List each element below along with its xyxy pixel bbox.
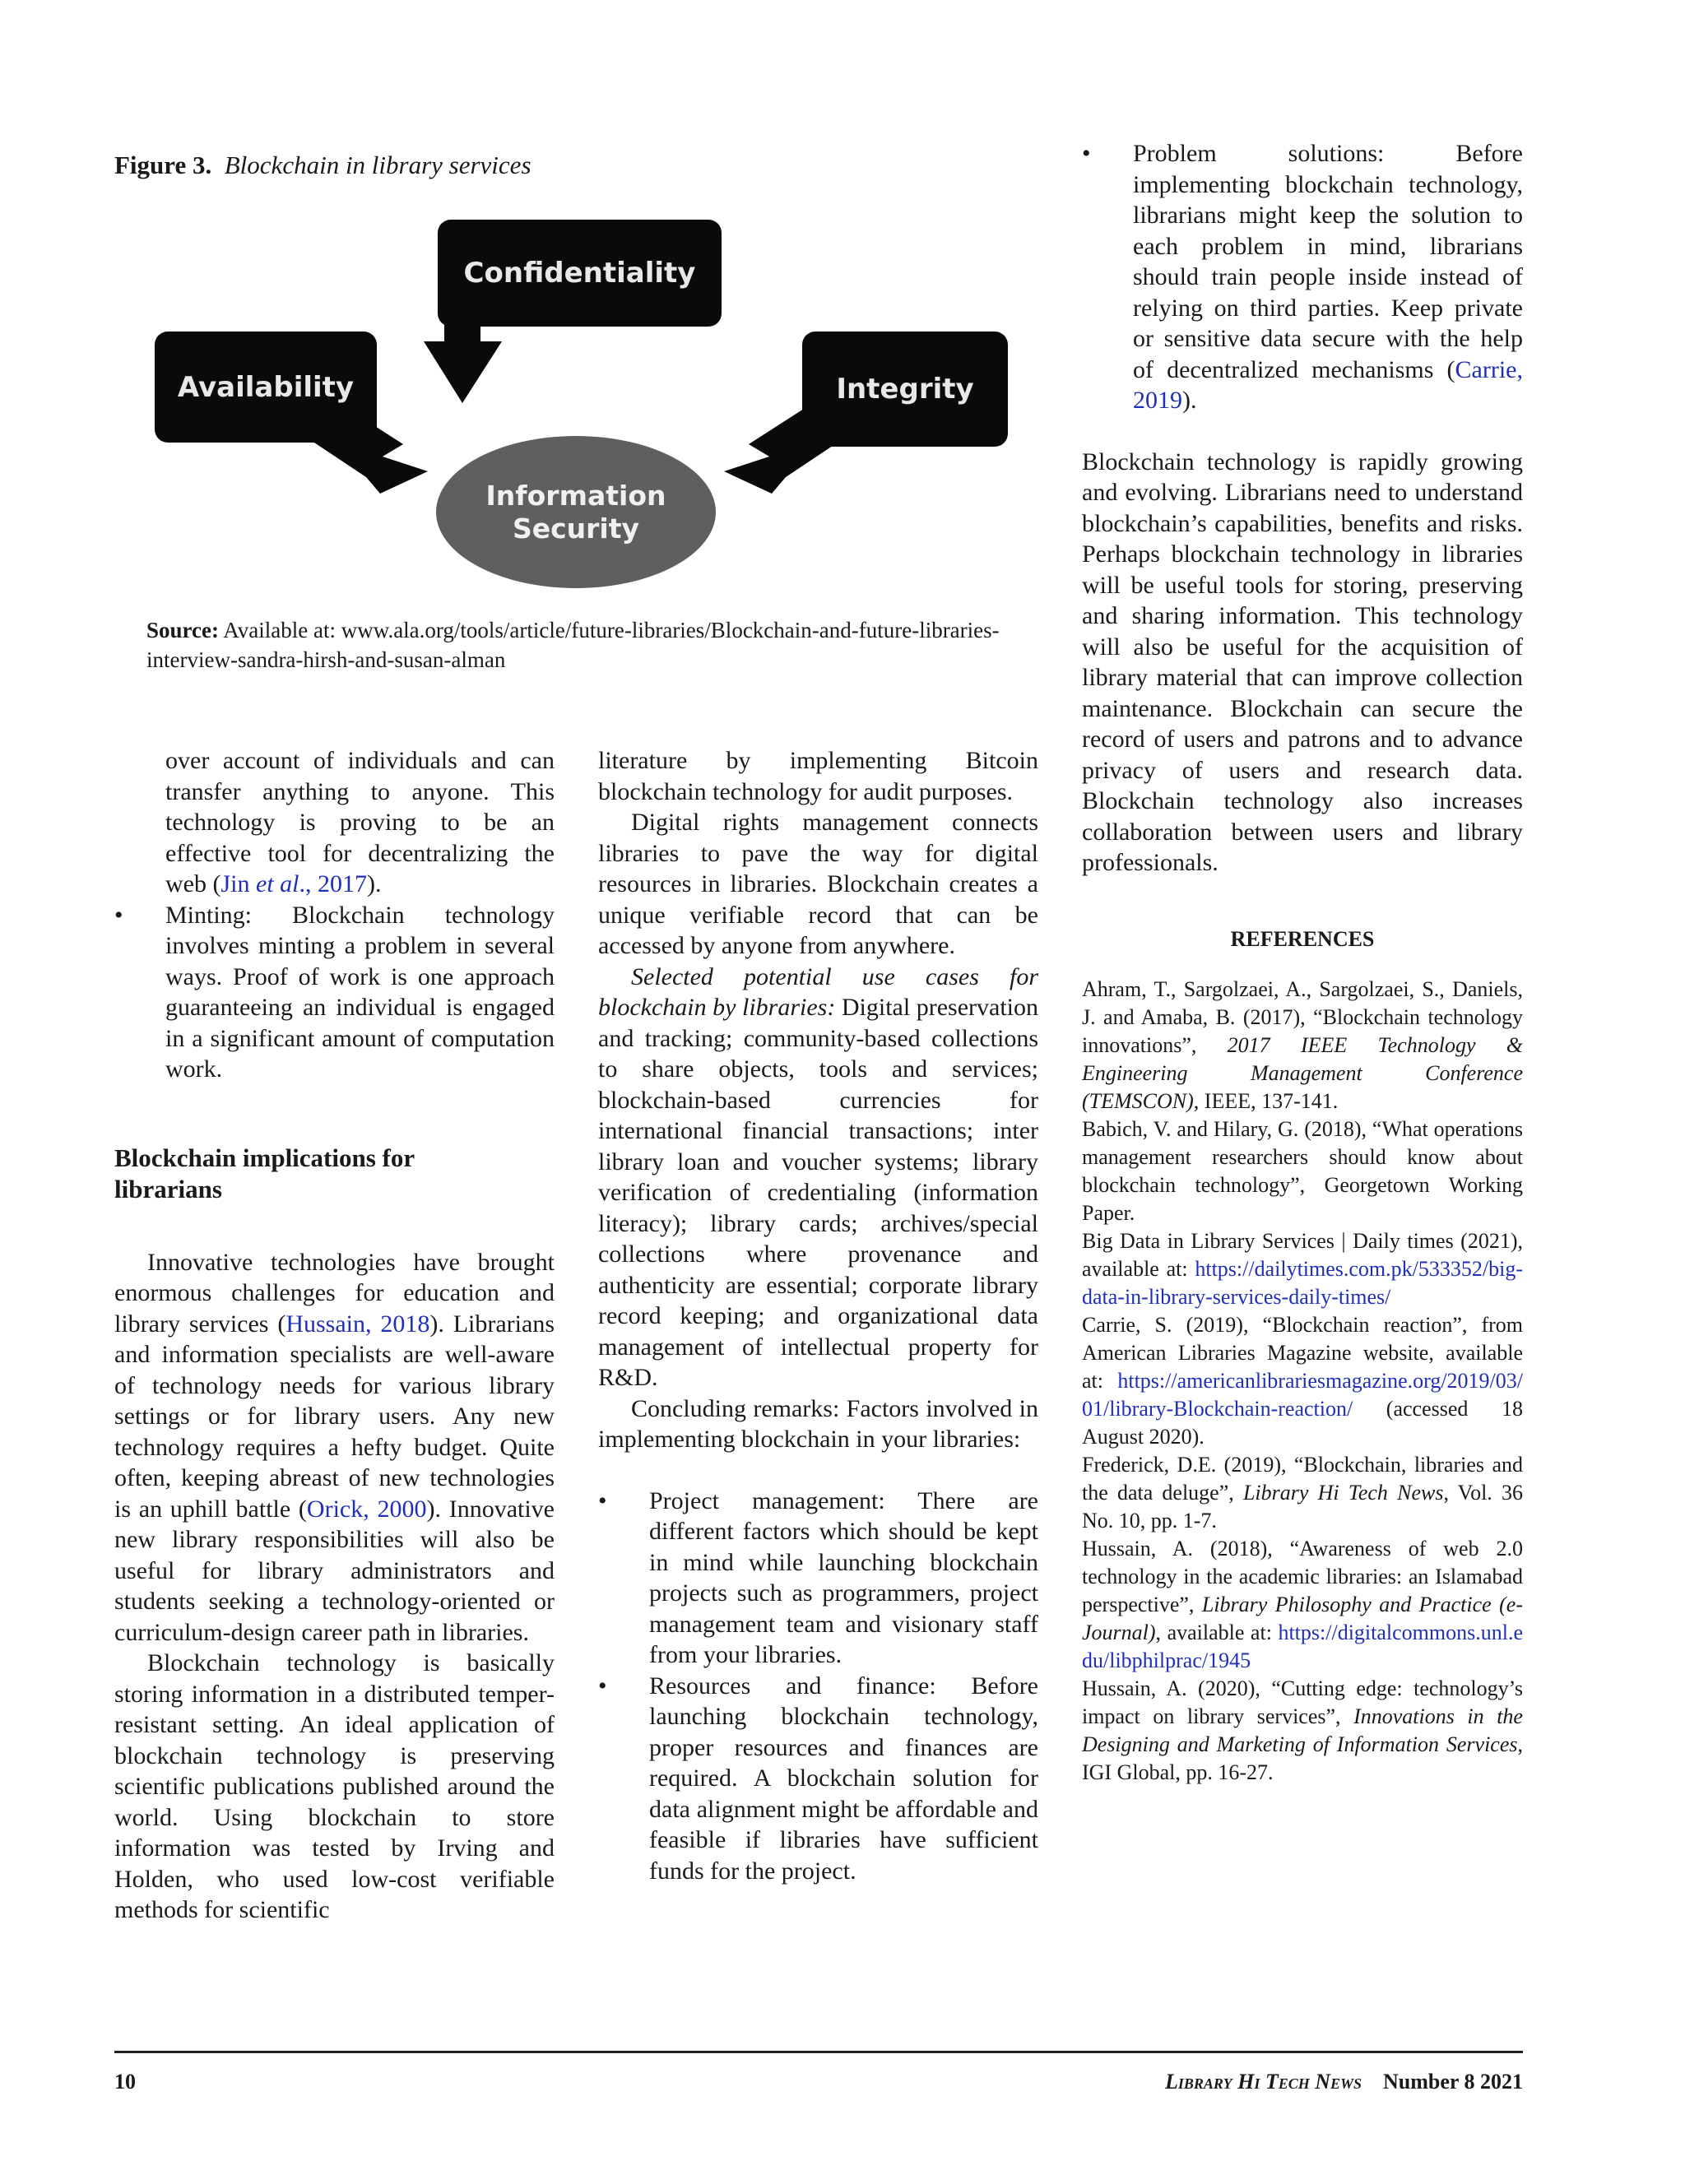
source-text: Available at: www.ala.org/tools/article/future-libraries/Blockchain-and-future-libraries-interview-sandra-hirsh-and-susan-alman	[146, 618, 1000, 672]
figure-diagram	[140, 210, 1012, 596]
reference-frederick: Frederick, D.E. (2019), “Blockchain, libraries and the data deluge”, Library Hi Tech News, Vol. 36 No. 10, pp. 1-7.	[1082, 1453, 1523, 1533]
page-number: 10	[114, 2070, 136, 2094]
confidentiality-box	[438, 220, 722, 327]
bullet-minting: • Minting: Blockchain technology involves minting a problem in several ways. Proof of work is one approach guaranteeing an individual is engaged in a significant amount of computation work.	[114, 900, 555, 1085]
information-security-ellipse	[436, 436, 716, 588]
footer-journal-info	[1165, 2070, 1523, 2094]
column-1	[114, 745, 555, 1926]
column-3	[1082, 138, 1523, 1787]
references-heading: REFERENCES	[1230, 926, 1375, 951]
availability-label: Availability	[177, 370, 355, 404]
figure-title: Blockchain in library services	[224, 151, 531, 179]
issue-number: Number 8 2021	[1383, 2070, 1523, 2094]
source-label: Source:	[146, 618, 219, 642]
paragraph-blockchain-basics: Blockchain technology is basically storing information in a distributed temper-resistant setting. An ideal application of blockchain technology is preserving scientific publications published around the world. Using blockchain to store information was tested by Irving and Holden, who used low-cost verifiable methods for scientific	[114, 1649, 555, 1923]
bullet-problem-solutions: • Problem solutions: Before implementing blockchain technology, librarians might keep the solution to each problem in mind, librarians should train people inside instead of relying on third parties. Keep private or sensitive data secure with the help of decentralized mechanisms (Carrie, 2019).	[1082, 138, 1523, 416]
link-american-libraries[interactable]: https://americanlibrariesmagazine.org/2019/03/01/library-Blockchain-reaction/	[1082, 1369, 1523, 1421]
center-label-line2: Security	[512, 512, 640, 545]
paragraph-concluding: Concluding remarks: Factors involved in implementing blockchain in your libraries:	[598, 1394, 1038, 1453]
footer-rule	[114, 2051, 1523, 2053]
reference-babich: Babich, V. and Hilary, G. (2018), “What operations management researchers should know about blockchain technology”, Georgetown Working Paper.	[1082, 1117, 1523, 1225]
figure-source	[146, 615, 1010, 675]
citation-orick-2000[interactable]: Orick, 2000	[306, 1495, 427, 1523]
journal-name: Library Hi Tech News	[1165, 2070, 1362, 2094]
figure-label: Figure 3.	[114, 151, 212, 179]
center-label-line1: Information	[485, 479, 666, 512]
paragraph-use-cases: Selected potential use cases for blockchain by libraries: Digital preservation and tracking; community-based collections to share objects, tools and services; blockchain-based currencies for international financial transactions; inter library loan and voucher systems; library verification of credentialing (information literacy); library cards; archives/special collections where provenance and authenticity are essential; corporate library record keeping; and organizational data management of intellectual property for R&D.	[598, 962, 1038, 1391]
link-dailytimes[interactable]: https://dailytimes.com.pk/533352/big-data-in-library-services-daily-times/	[1082, 1257, 1523, 1309]
paragraph-literature: literature by implementing Bitcoin blockchain technology for audit purposes.	[598, 747, 1038, 805]
column-2	[598, 745, 1038, 1886]
citation-hussain-2018[interactable]: Hussain, 2018	[285, 1310, 430, 1338]
availability-box	[155, 332, 377, 443]
reference-hussain-2018: Hussain, A. (2018), “Awareness of web 2.0 technology in the academic libraries: an Islamabad perspective”, Library Philosophy and Practice (e-Journal), available at: https://digitalcommons.unl.edu/libphilprac/1945	[1082, 1537, 1523, 1672]
reference-big-data: Big Data in Library Services | Daily times (2021), available at: https://dailytimes.com.pk/533352/big-data-in-library-services-daily-times/	[1082, 1229, 1523, 1309]
paragraph-conclusion: Blockchain technology is rapidly growing and evolving. Librarians need to understand blockchain’s capabilities, benefits and risks. Perhaps blockchain technology in libraries will be useful tools for storing, preserving and sharing information. This technology will also be useful for the acquisition of library material that can improve collection maintenance. Blockchain can secure the record of users and patrons and to advance privacy of users and research data. Blockchain technology also increases collaboration between users and library professionals.	[1082, 447, 1523, 876]
reference-carrie: Carrie, S. (2019), “Blockchain reaction”, from American Libraries Magazine website, available at: https://americanlibrariesmagazine.org/2019/03/01/library-Blockchain-reaction/ (accessed 18 August 2020).	[1082, 1313, 1523, 1449]
arrow-down-head	[424, 341, 502, 403]
paragraph-drm: Digital rights management connects libraries to pave the way for digital resources in libraries. Blockchain creates a unique verifiable record that can be accessed by anyone from anywhere.	[598, 809, 1038, 959]
bullet-project-management: • Project management: There are different factors which should be kept in mind while launching blockchain projects such as programmers, project management team and visionary staff from your libraries.	[598, 1486, 1038, 1671]
reference-ahram: Ahram, T., Sargolzaei, A., Sargolzaei, S., Daniels, J. and Amaba, B. (2017), “Blockchain technology innovations”, 2017 IEEE Technology & Engineering Management Conference (TEMSCON), IEEE, 137-141.	[1082, 977, 1523, 1113]
integrity-label: Integrity	[836, 373, 974, 406]
section-heading: Blockchain implications for librarians	[114, 1143, 415, 1203]
reference-hussain-2020: Hussain, A. (2020), “Cutting edge: technology’s impact on library services”, Innovations in the Designing and Marketing of Information Services, IGI Global, pp. 16-27.	[1082, 1676, 1523, 1784]
citation-carrie-2019[interactable]: Carrie, 2019	[1133, 355, 1523, 414]
bullet-resources-finance: • Resources and finance: Before launching blockchain technology, proper resources and finances are required. A blockchain solution for data alignment might be affordable and feasible if libraries have sufficient funds for the project.	[598, 1671, 1038, 1887]
bullet-continuation: over account of individuals and can transfer anything to anyone. This technology is proving to be an effective tool for decentralizing the web (Jin et al., 2017).	[165, 747, 555, 897]
references-list	[1082, 976, 1523, 1787]
citation-jin-2017[interactable]: Jin et al., 2017	[220, 870, 367, 897]
link-digitalcommons[interactable]: https://digitalcommons.unl.edu/libphilprac/1945	[1082, 1621, 1523, 1672]
paragraph-innovative: Innovative technologies have brought enormous challenges for education and library services (Hussain, 2018). Librarians and information specialists are well-aware of technology needs for various library settings or for library users. Any new technology requires a hefty budget. Quite often, keeping abreast of new technologies is an uphill battle (Orick, 2000). Innovative new library responsibilities will also be useful for library administrators and students seeking a technology-oriented or curriculum-design career path in libraries.	[114, 1248, 555, 1646]
confidentiality-label: Confidentiality	[463, 257, 696, 290]
figure-caption	[114, 151, 531, 180]
integrity-box	[802, 332, 1008, 447]
